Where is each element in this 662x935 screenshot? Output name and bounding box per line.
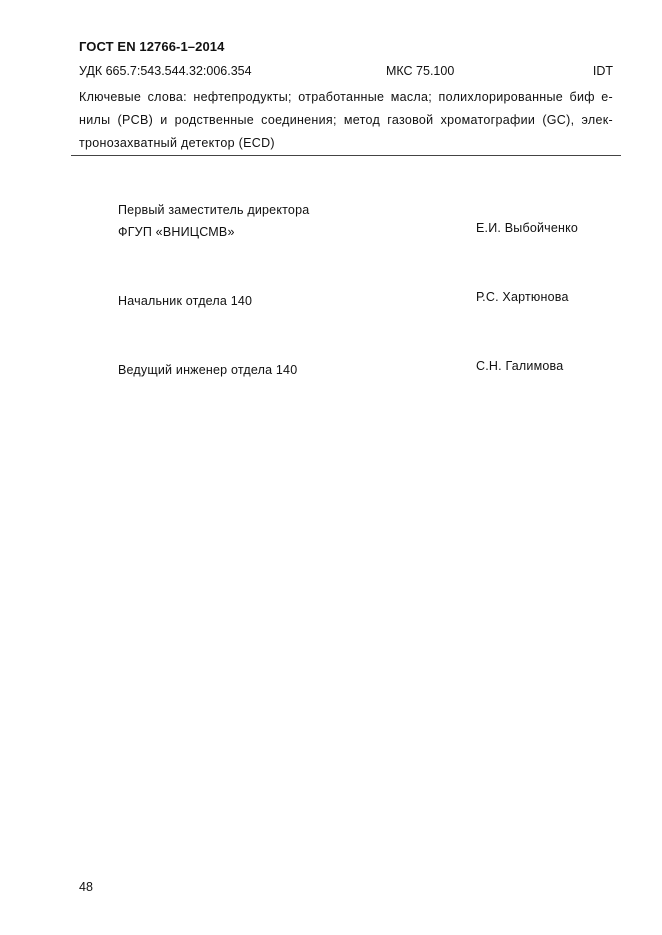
signatory-name: С.Н. Галимова (476, 359, 564, 373)
signatory-position: Первый заместитель директора (118, 203, 310, 217)
idt-marker: IDT (592, 64, 613, 78)
header-divider (71, 155, 621, 156)
mks-code: МКС 75.100 (386, 64, 455, 78)
signatory-position: Начальник отдела 140 (118, 294, 253, 308)
classification-row (79, 64, 613, 80)
keywords-line: нилы (PCB) и родственные соединения; метод газовой хроматографии (GC), элек- (79, 113, 613, 127)
signatory-name: Е.И. Выбойченко (476, 221, 579, 235)
signatory-block (118, 199, 588, 243)
signatory-block (118, 290, 588, 312)
signatory-name: Р.С. Хартюнова (476, 290, 569, 304)
keywords-paragraph (79, 86, 613, 155)
keywords-line: тронозахватный детектор (ECD) (79, 136, 275, 150)
standard-code: ГОСТ EN 12766-1–2014 (79, 39, 225, 54)
signatory-position: Ведущий инженер отдела 140 (118, 363, 298, 377)
keywords-line: Ключевые слова: нефтепродукты; отработанные масла; полихлорированные биф е- (79, 90, 613, 104)
page-number: 48 (79, 880, 93, 894)
signatory-block (118, 359, 588, 381)
signatory-position: ФГУП «ВНИЦСМВ» (118, 225, 235, 239)
udk-code: УДК 665.7:543.544.32:006.354 (79, 64, 252, 78)
